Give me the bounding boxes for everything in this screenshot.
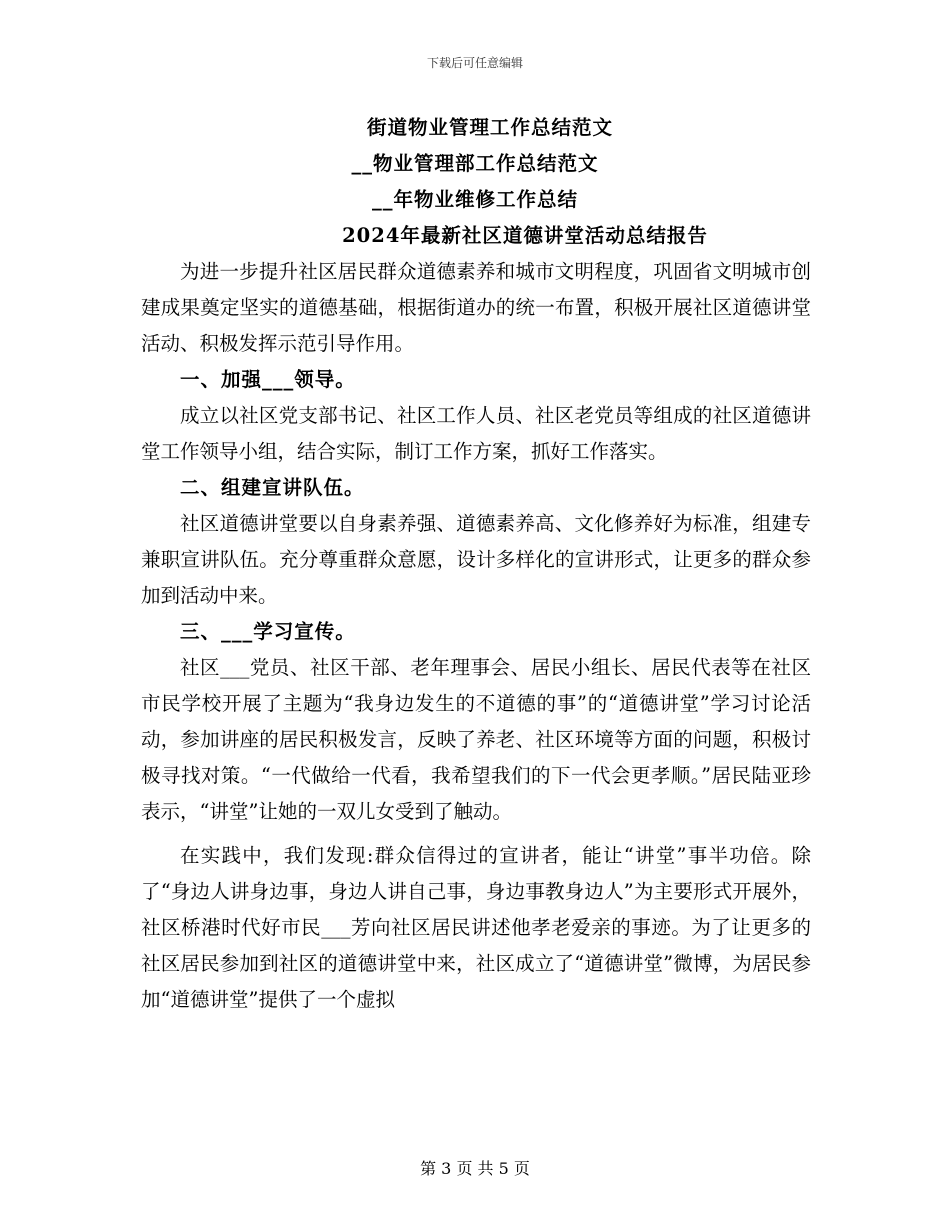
title-line-3: __年物业维修工作总结 [371,188,578,211]
practice-paragraph: 在实践中，我们发现:群众信得过的宣讲者，能让“讲堂”事半功倍。除了“身边人讲身边事，身边人讲自己事，身边事教身边人”为主要形式开展外，社区桥港时代好市民___芳向社区居民讲述他孝老爱亲的事迹。为了让更多的社区居民参加到社区的道德讲堂中来，社区成立了“道德讲堂”微博，为居民参加“道德讲堂”提供了一个虚拟 [141,844,811,1011]
section-3-heading: 三、___学习宣传。 [180,620,356,643]
page-number: 第 3 页 共 5 页 [420,1159,530,1178]
section-2-paragraph: 社区道德讲堂要以自身素养强、道德素养高、文化修养好为标准，组建专兼职宣讲队伍。充分尊重群众意愿，设计多样化的宣讲形式，让更多的群众参加到活动中来。 [141,512,811,607]
paragraph-gap [141,830,811,838]
section-2-heading: 二、组建宣讲队伍。 [180,476,365,499]
page-header-note: 下载后可任意编辑 [426,56,523,70]
document-body [141,254,811,1018]
section-1-paragraph: 成立以社区党支部书记、社区工作人员、社区老党员等组成的社区道德讲堂工作领导小组，结合实际，制订工作方案，抓好工作落实。 [141,404,811,463]
section-1-heading: 一、加强___领导。 [180,368,356,391]
title-block [0,110,950,254]
intro-paragraph: 为进一步提升社区居民群众道德素养和城市文明程度，巩固省文明城市创建成果奠定坚实的道德基础，根据街道办的统一布置，积极开展社区道德讲堂活动、积极发挥示范引导作用。 [141,260,811,355]
title-line-1: 街道物业管理工作总结范文 [366,116,613,139]
section-3-paragraph: 社区___党员、社区干部、老年理事会、居民小组长、居民代表等在社区市民学校开展了主题为“我身边发生的不道德的事”的“道德讲堂”学习讨论活动，参加讲座的居民积极发言，反映了养老、社区环境等方面的问题，积极讨极寻找对策。“一代做给一代看，我希望我们的下一代会更孝顺。”居民陆亚珍表示，“讲堂”让她的一双儿女受到了触动。 [141,656,811,823]
title-line-2: __物业管理部工作总结范文 [351,152,599,175]
title-line-4: 2024年最新社区道德讲堂活动总结报告 [342,224,708,247]
